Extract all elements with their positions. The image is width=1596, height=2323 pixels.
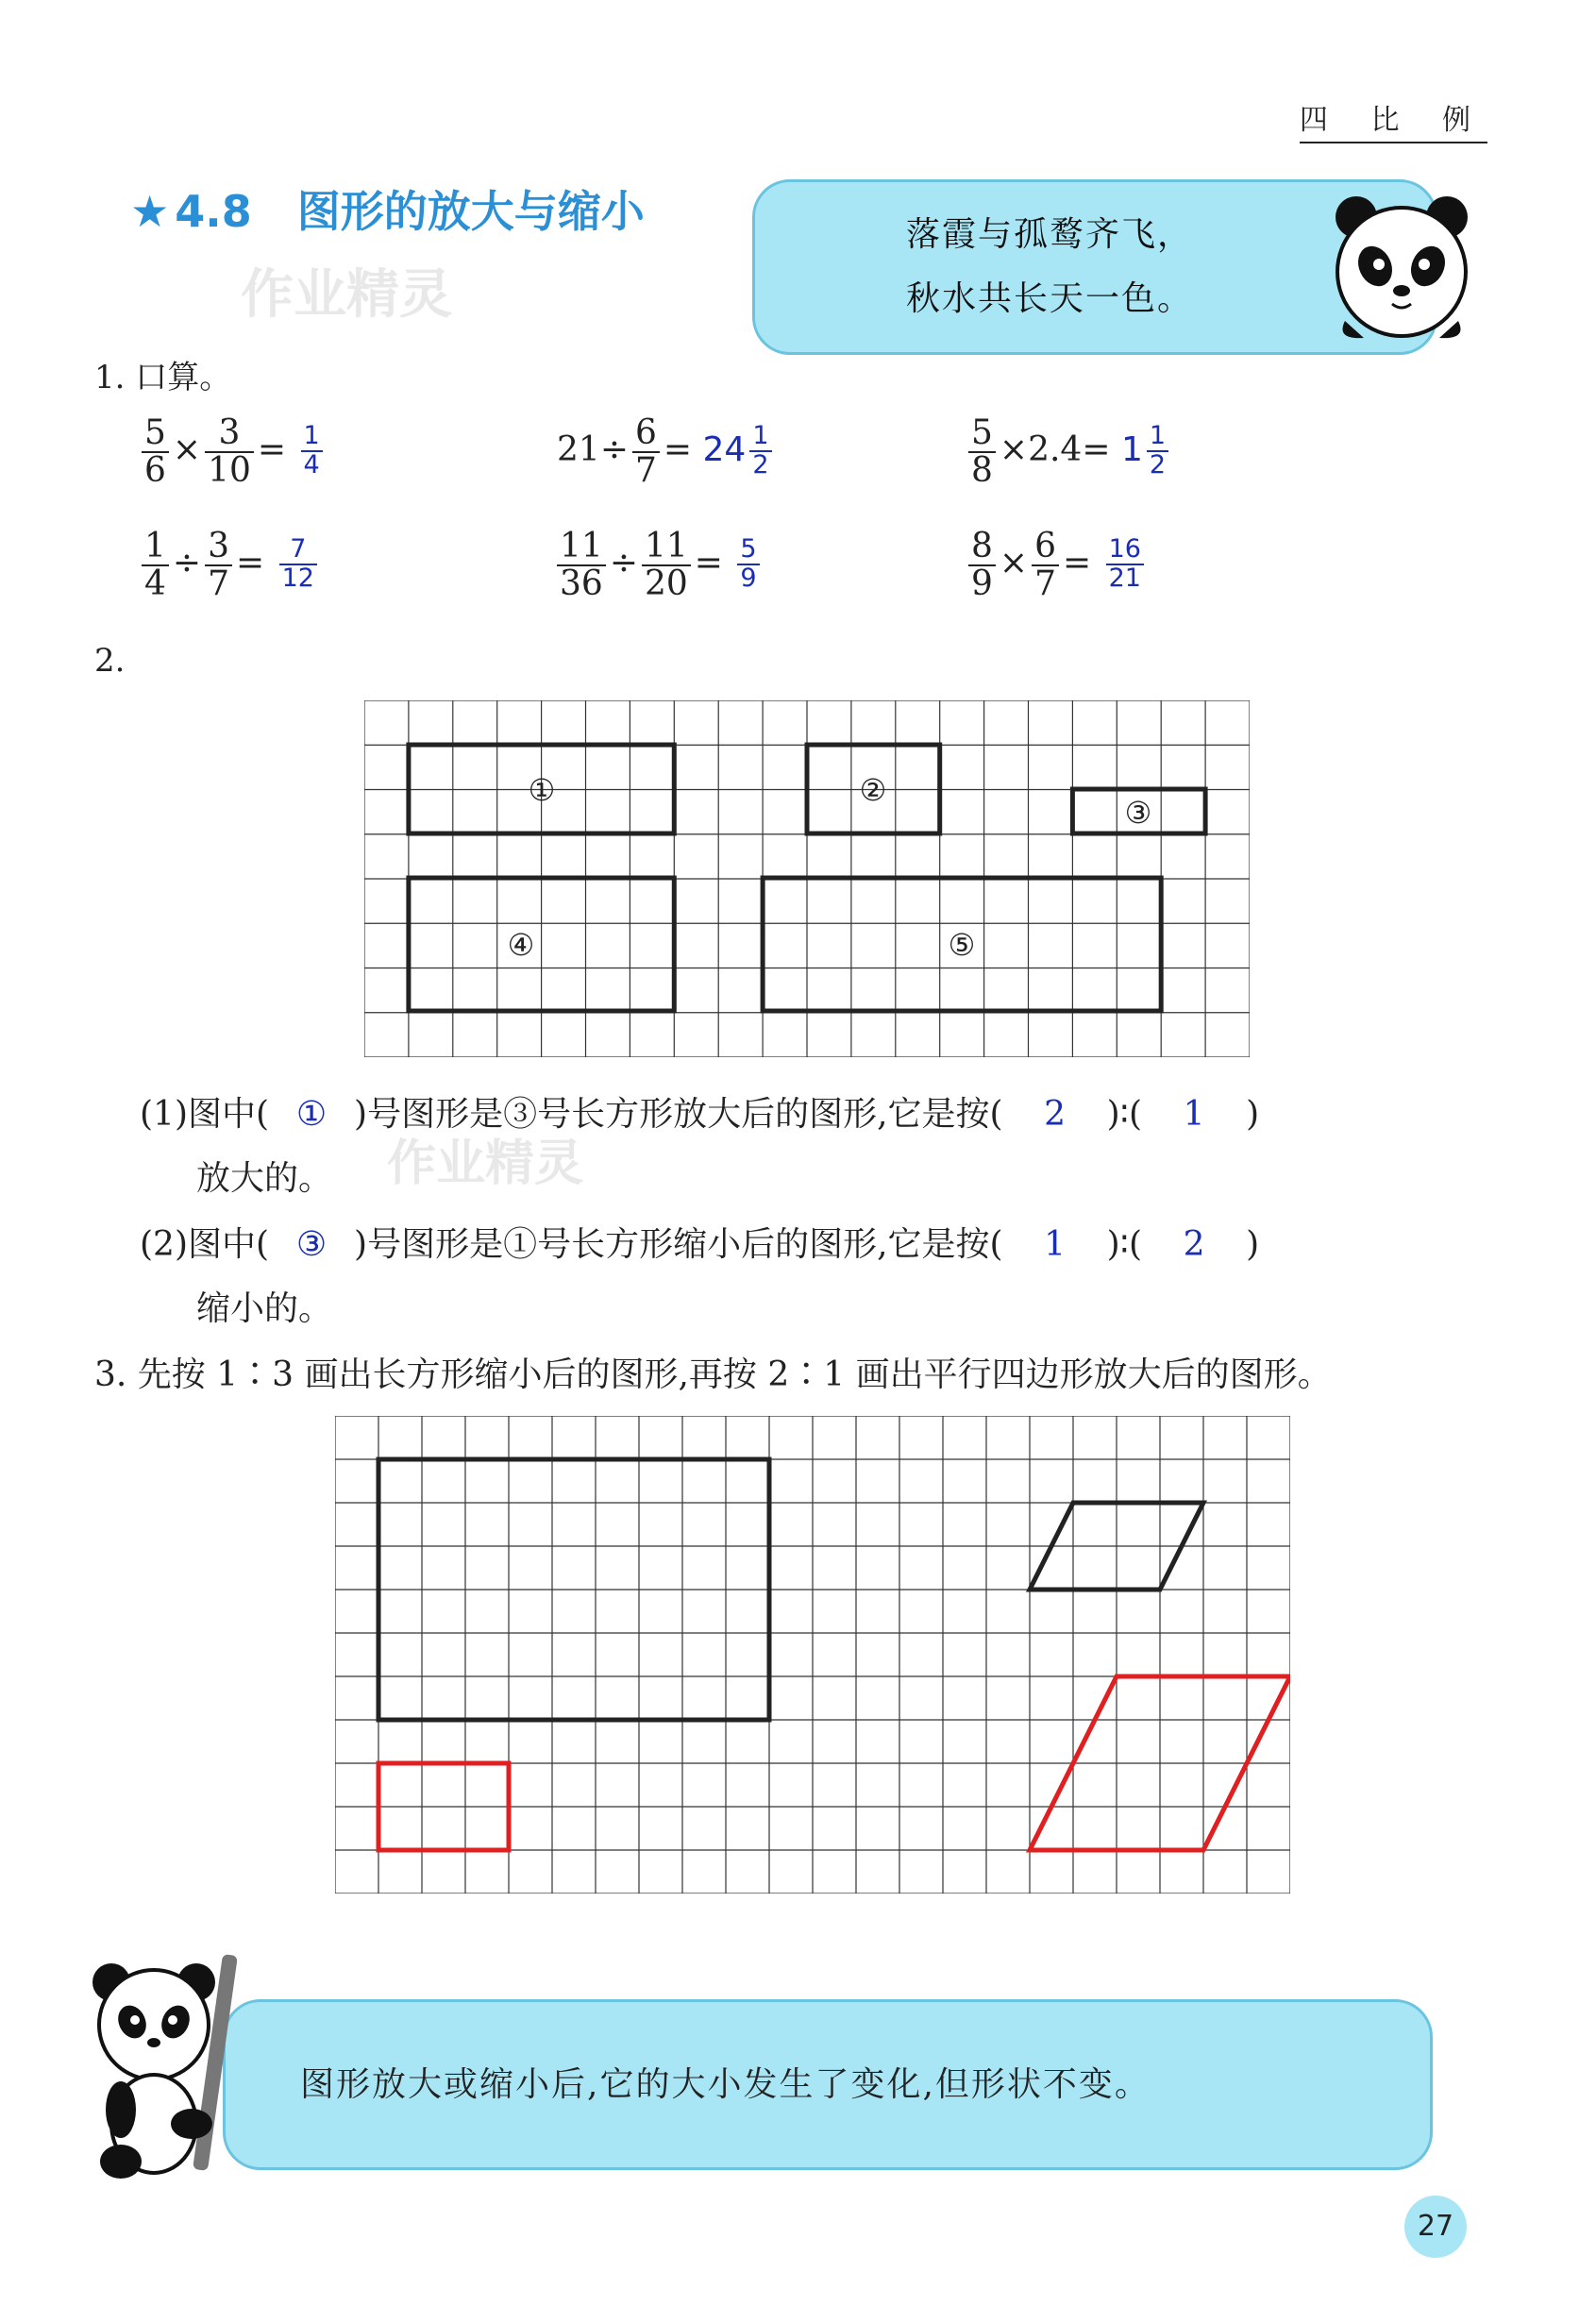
q2-p2-answer-3: 2 <box>1183 1225 1205 1264</box>
q2-part-1: (1)图中( ① )号图形是③号长方形放大后的图形,它是按( 2 )∶( 1 ) <box>140 1095 1260 1134</box>
q1-answer-3: 1 $\frac{1}{2}$ <box>1121 430 1172 469</box>
q1-item-5: $\frac{11}{36}$ ÷ $\frac{11}{20}$ = $\frac{5}{9}$ <box>553 529 764 602</box>
q2-part-2-cont: 缩小的。 <box>196 1289 333 1328</box>
panda-icon <box>1326 189 1477 340</box>
shape-label-3: ③ <box>1124 795 1152 831</box>
q2-grid-figure <box>364 700 1250 1057</box>
q2-p1-answer-1: ① <box>295 1095 328 1134</box>
page-number: 27 <box>1404 2196 1467 2258</box>
section-number: 4.8 <box>175 186 252 237</box>
q1-label: 1. 口算。 <box>94 359 232 396</box>
q1-answer-6: $\frac{16}{21}$ <box>1102 544 1148 582</box>
q1-answer-4: $\frac{7}{12}$ <box>276 544 321 582</box>
q3-grid-figure <box>335 1416 1290 1894</box>
q2-p2-answer-2: 1 <box>1044 1225 1067 1264</box>
q1-item-1: $\frac{5}{6}$ × $\frac{3}{10}$ = $\frac{1}{4}$ <box>138 415 327 489</box>
shape-label-4: ④ <box>507 927 535 963</box>
panda-brush-icon <box>83 1944 272 2190</box>
q1-item-6: $\frac{8}{9}$ × $\frac{6}{7}$ = $\frac{16}{21}$ <box>965 529 1148 602</box>
q2-label: 2. <box>94 642 126 680</box>
poem-line-1: 落霞与孤鹜齐飞， <box>906 215 1194 254</box>
section-title-text: 图形的放大与缩小 <box>296 186 645 237</box>
shape-label-1: ① <box>528 772 556 808</box>
q2-part-1-cont: 放大的。 <box>196 1159 333 1198</box>
section-title <box>130 177 645 240</box>
q2-p1-answer-2: 2 <box>1044 1095 1067 1134</box>
shape-label-5: ⑤ <box>948 927 976 963</box>
poem-line-2: 秋水共长天一色。 <box>906 279 1194 318</box>
q1-item-3: $\frac{5}{8}$ ×2.4= 1 $\frac{1}{2}$ <box>965 415 1172 489</box>
q1-answer-5: $\frac{5}{9}$ <box>733 544 763 582</box>
watermark-2: 作业精灵 <box>387 1136 584 1192</box>
shape-label-2: ② <box>859 772 887 808</box>
q1-answer-1: $\frac{1}{4}$ <box>297 430 327 469</box>
q2-p1-answer-3: 1 <box>1183 1095 1205 1134</box>
q2-p2-answer-1: ③ <box>295 1225 328 1264</box>
chapter-header: 四 比 例 <box>1300 96 1487 143</box>
tip-text: 图形放大或缩小后,它的大小发生了变化,但形状不变。 <box>300 2065 1151 2104</box>
q1-answer-2: 24 $\frac{1}{2}$ <box>703 430 776 469</box>
q3-label: 3. 先按 1∶3 画出长方形缩小后的图形,再按 2∶1 画出平行四边形放大后的图形。 <box>94 1355 1332 1394</box>
poem <box>906 203 1193 331</box>
q2-part-2: (2)图中( ③ )号图形是①号长方形缩小后的图形,它是按( 1 )∶( 2 ) <box>140 1225 1260 1264</box>
q1-item-2: 21÷ $\frac{6}{7}$ = 24 $\frac{1}{2}$ <box>557 415 776 489</box>
star-icon: ★ <box>130 186 170 237</box>
q1-item-4: $\frac{1}{4}$ ÷ $\frac{3}{7}$ = $\frac{7}{12}$ <box>138 529 321 602</box>
watermark: 作业精灵 <box>241 264 452 326</box>
